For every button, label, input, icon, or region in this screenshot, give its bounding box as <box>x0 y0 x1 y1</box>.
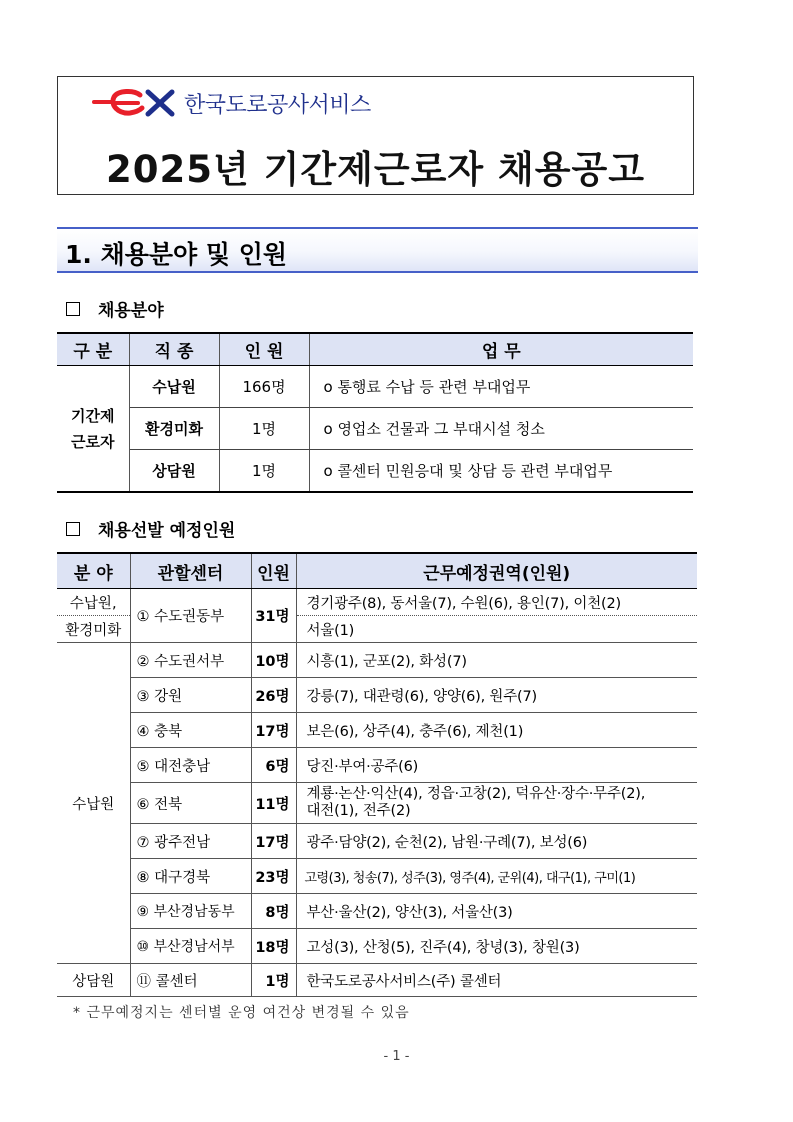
region-cell: 한국도로공사서비스(주) 콜센터 <box>296 964 697 997</box>
table-row <box>57 408 693 450</box>
center-cell: ⑥ 전북 <box>130 783 251 824</box>
column-header: 분 야 <box>57 553 130 589</box>
count-cell: 10명 <box>251 643 296 678</box>
planned-hiring-table <box>57 552 697 997</box>
table-row <box>57 964 697 997</box>
center-cell: ⑧ 대구경북 <box>130 859 251 894</box>
region-cell: 보은(6), 상주(4), 충주(6), 제천(1) <box>296 713 697 748</box>
company-name: 한국도로공사서비스 <box>184 92 371 118</box>
table-row <box>57 783 697 824</box>
count-cell: 26명 <box>251 678 296 713</box>
count-cell: 166명 <box>219 366 309 408</box>
count-cell: 8명 <box>251 894 296 929</box>
center-cell: ⑤ 대전충남 <box>130 748 251 783</box>
duty-cell: o 영업소 건물과 그 부대시설 청소 <box>309 408 693 450</box>
ex-logo-icon <box>92 88 176 118</box>
count-cell: 17명 <box>251 824 296 859</box>
center-cell: ⑩ 부산경남서부 <box>130 929 251 964</box>
count-cell: 17명 <box>251 713 296 748</box>
region-line: 대전(1), 전주(2) <box>306 803 411 819</box>
region-cell: 부산·울산(2), 양산(3), 서울산(3) <box>296 894 697 929</box>
table-row <box>57 894 697 929</box>
table-row <box>57 859 697 894</box>
job-cell: 환경미화 <box>129 408 219 450</box>
region-cell: 광주·담양(2), 순천(2), 남원·구례(7), 보성(6) <box>296 824 697 859</box>
footnote: * 근무예정지는 센터별 운영 여건상 변경될 수 있음 <box>73 1005 410 1021</box>
region-cell: 강릉(7), 대관령(6), 양양(6), 원주(7) <box>296 678 697 713</box>
job-cell: 상담원 <box>129 450 219 493</box>
field-cell: 환경미화 <box>57 616 130 643</box>
center-cell: ① 수도권동부 <box>130 589 251 643</box>
checkbox-square-icon <box>66 522 80 536</box>
table-row <box>57 929 697 964</box>
field-cell: 수납원 <box>57 643 130 964</box>
section-heading <box>57 227 698 273</box>
region-cell: 고령(3), 청송(7), 성주(3), 영주(4), 군위(4), 대구(1), 구미(1) <box>296 859 697 894</box>
center-cell: ③ 강원 <box>130 678 251 713</box>
column-header: 구 분 <box>57 333 129 366</box>
table-row <box>57 748 697 783</box>
field-cell: 수납원, <box>57 589 130 616</box>
count-cell: 31명 <box>251 589 296 643</box>
region-cell <box>296 783 697 824</box>
table-row <box>57 824 697 859</box>
subsection-title: 채용선발 예정인원 <box>98 521 236 541</box>
duty-cell: o 콜센터 민원응대 및 상담 등 관련 부대업무 <box>309 450 693 493</box>
table-row <box>57 589 697 616</box>
job-cell: 수납원 <box>129 366 219 408</box>
company-logo <box>92 87 371 119</box>
column-header: 직 종 <box>129 333 219 366</box>
column-header: 근무예정권역(인원) <box>296 553 697 589</box>
page-number: - 1 - <box>383 1049 410 1064</box>
center-cell: ⑪ 콜센터 <box>130 964 251 997</box>
table-row <box>57 643 697 678</box>
region-cell: 시흥(1), 군포(2), 화성(7) <box>296 643 697 678</box>
region-cell: 서울(1) <box>296 616 697 643</box>
table-row <box>57 678 697 713</box>
subsection-heading-planned <box>66 516 235 541</box>
center-cell: ⑦ 광주전남 <box>130 824 251 859</box>
center-cell: ⑨ 부산경남동부 <box>130 894 251 929</box>
count-cell: 6명 <box>251 748 296 783</box>
recruitment-fields-table <box>57 332 693 493</box>
page-title: 2025년 기간제근로자 채용공고 <box>106 148 645 191</box>
count-cell: 1명 <box>219 408 309 450</box>
field-cell: 상담원 <box>57 964 130 997</box>
table-header-row <box>57 333 693 366</box>
region-cell: 고성(3), 산청(5), 진주(4), 창녕(3), 창원(3) <box>296 929 697 964</box>
region-cell: 경기광주(8), 동서울(7), 수원(6), 용인(7), 이천(2) <box>296 589 697 616</box>
count-cell: 11명 <box>251 783 296 824</box>
subsection-title: 채용분야 <box>98 301 164 321</box>
duty-cell: o 통행료 수납 등 관련 부대업무 <box>309 366 693 408</box>
group-cell: 기간제 근로자 <box>57 366 129 493</box>
column-header: 업 무 <box>309 333 693 366</box>
column-header: 인 원 <box>219 333 309 366</box>
table-row <box>57 366 693 408</box>
count-cell: 23명 <box>251 859 296 894</box>
center-cell: ② 수도권서부 <box>130 643 251 678</box>
title-box <box>57 76 694 195</box>
count-cell: 18명 <box>251 929 296 964</box>
subsection-heading-fields <box>66 296 164 321</box>
region-cell: 당진·부여·공주(6) <box>296 748 697 783</box>
region-line: 계룡·논산·익산(4), 정읍·고창(2), 덕유산·장수·무주(2), <box>306 786 646 802</box>
count-cell: 1명 <box>251 964 296 997</box>
table-header-row <box>57 553 697 589</box>
table-row <box>57 450 693 493</box>
table-row <box>57 713 697 748</box>
section-title: 1. 채용분야 및 인원 <box>65 240 288 269</box>
count-cell: 1명 <box>219 450 309 493</box>
center-cell: ④ 충북 <box>130 713 251 748</box>
checkbox-square-icon <box>66 302 80 316</box>
column-header: 인원 <box>251 553 296 589</box>
column-header: 관할센터 <box>130 553 251 589</box>
